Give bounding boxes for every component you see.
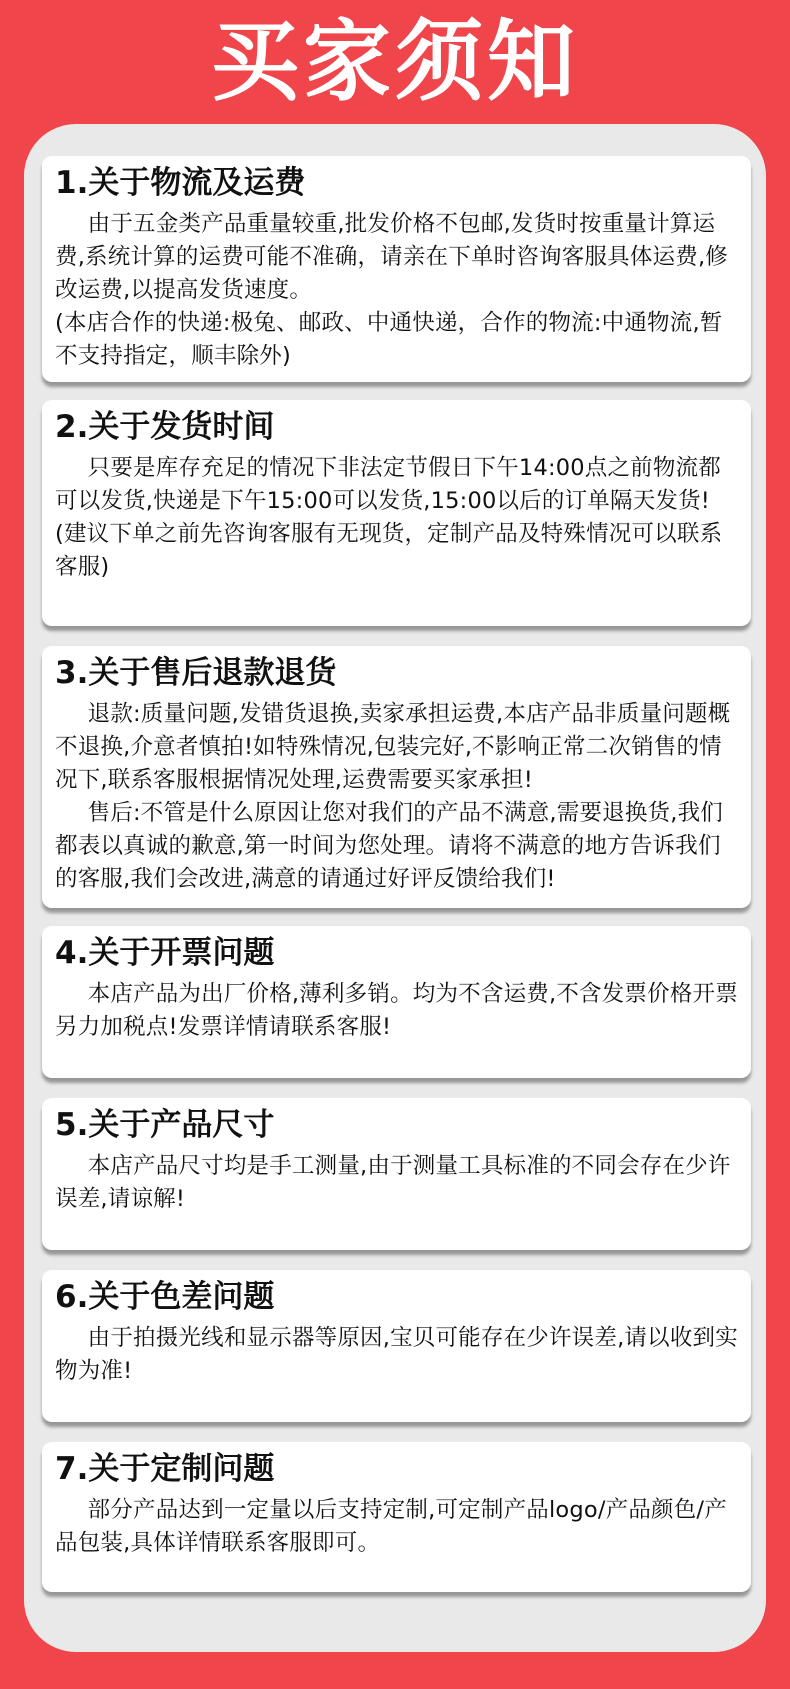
section-text: 由于五金类产品重量较重,批发价格不包邮,发货时按重量计算运费,系统计算的运费可能不准确，请亲在下单时咨询客服具体运费,修改运费,以提高发货速度。	[55, 211, 729, 303]
section-text: 本店产品为出厂价格,薄利多销。均为不含运费,不含发票价格开票另力加税点!发票详情请联系客服!	[55, 981, 738, 1040]
section-title: 1.关于物流及运费	[55, 165, 306, 201]
section-text: 本店产品尺寸均是手工测量,由于测量工具标准的不同会存在少许误差,请谅解!	[55, 1153, 731, 1212]
section-after-sales	[42, 646, 751, 908]
section-title: 2.关于发货时间	[55, 409, 275, 445]
section-title: 4.关于开票问题	[55, 935, 275, 971]
section-text: 售后:不管是什么原因让您对我们的产品不满意,需要退换货,我们都表以真诚的歉意,第一时间为您处理。请将不满意的地方告诉我们的客服,我们会改进,满意的请通过好评反馈给我们!	[55, 800, 724, 892]
page-title: 买家须知	[210, 10, 579, 113]
section-note: (本店合作的快递:极兔、邮政、中通快递，合作的物流:中通物流,暂不支持指定，顺丰除外)	[55, 310, 723, 369]
section-color-difference	[42, 1270, 751, 1422]
section-title: 6.关于色差问题	[55, 1279, 275, 1315]
section-shipping-time	[42, 400, 751, 626]
section-logistics	[42, 156, 751, 382]
section-text: 退款:质量问题,发错货退换,卖家承担运费,本店产品非质量问题概不退换,介意者慎拍!如特殊情况,包装完好,不影响正常二次销售的情况下,联系客服根据情况处理,运费需要买家承担!	[55, 701, 731, 793]
section-text: 部分产品达到一定量以后支持定制,可定制产品logo/产品颜色/产品包装,具体详情联系客服即可。	[55, 1497, 727, 1556]
section-customization	[42, 1442, 751, 1592]
section-title: 7.关于定制问题	[55, 1451, 275, 1487]
section-title: 5.关于产品尺寸	[55, 1107, 275, 1143]
section-note: (建议下单之前先咨询客服有无现货，定制产品及特殊情况可以联系客服)	[55, 521, 723, 580]
section-text: 只要是库存充足的情况下非法定节假日下午14:00点之前物流都可以发货,快递是下午15:00可以发货,15:00以后的订单隔天发货!	[55, 455, 721, 514]
section-title: 3.关于售后退款退货	[55, 655, 337, 691]
section-product-size	[42, 1098, 751, 1250]
section-invoice	[42, 926, 751, 1078]
section-text: 由于拍摄光线和显示器等原因,宝贝可能存在少许误差,请以收到实物为准!	[55, 1325, 738, 1384]
